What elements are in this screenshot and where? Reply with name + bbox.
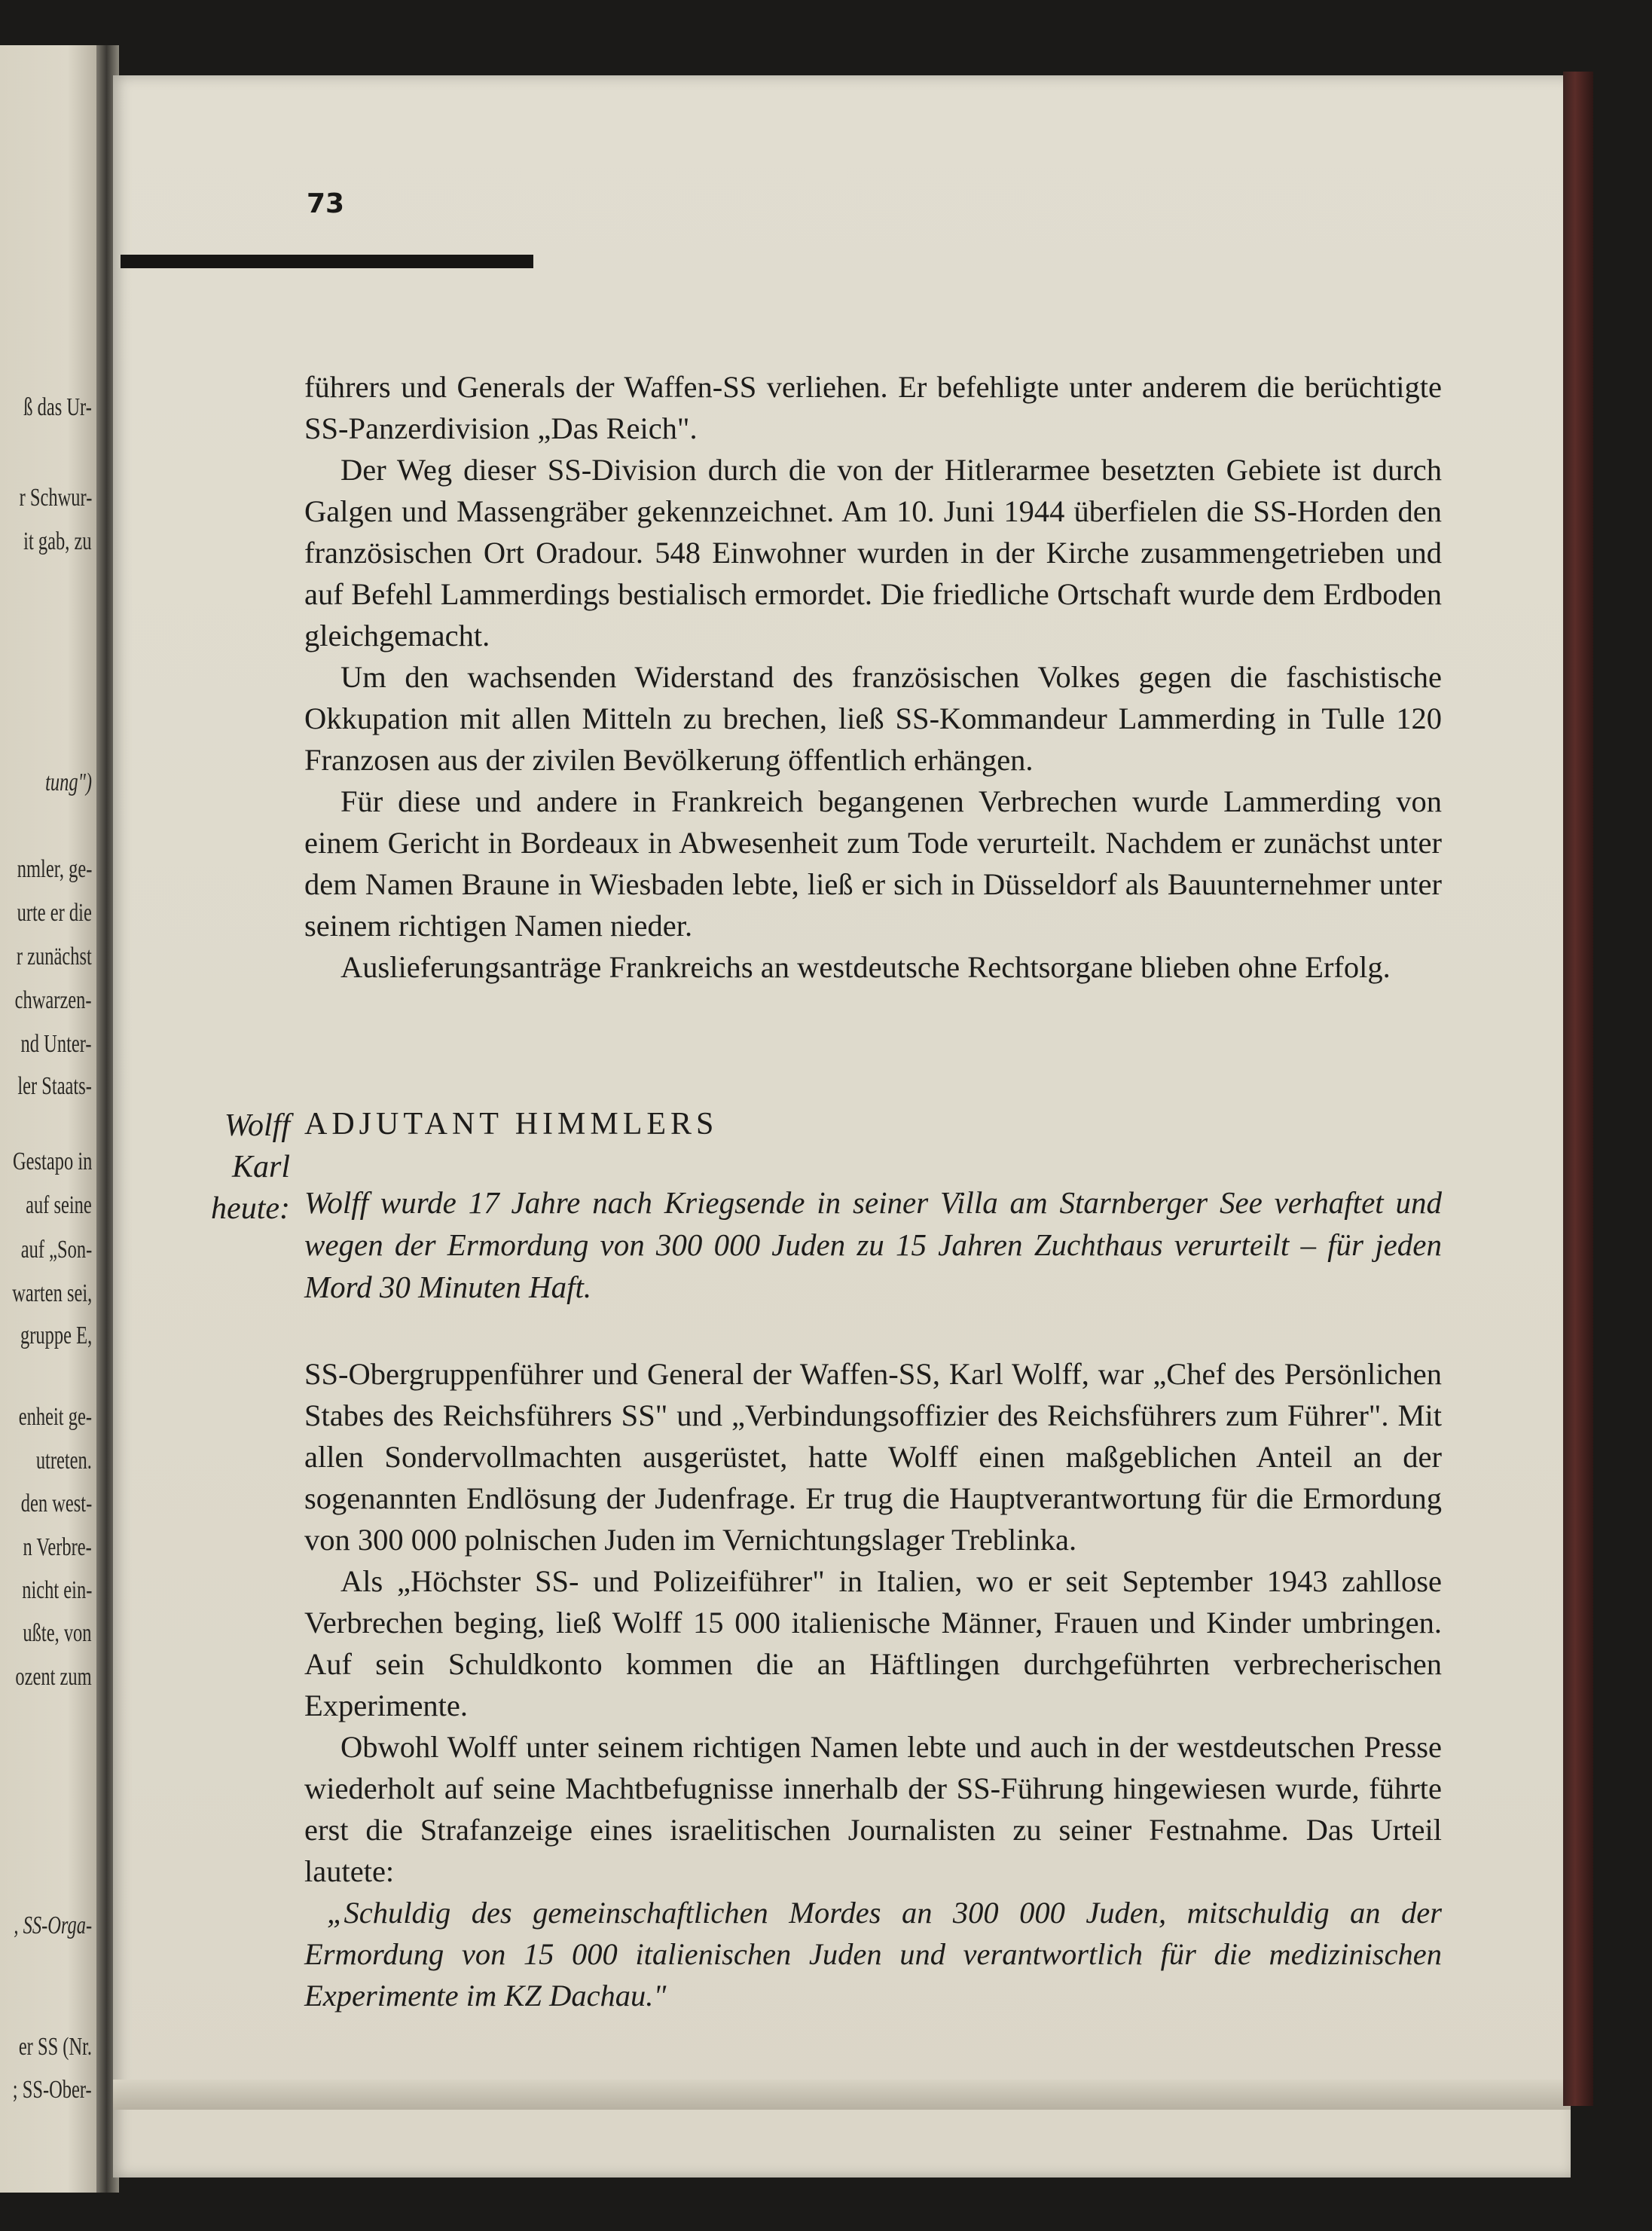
left-fragment: auf „Son- (20, 1236, 92, 1264)
left-fragment: , SS-Orga- (14, 1912, 92, 1939)
left-fragment: utreten. (35, 1447, 92, 1475)
section-heading: ADJUTANT HIMMLERS (304, 1107, 719, 1141)
left-fragment: it gab, zu (23, 527, 92, 555)
paragraph: Obwohl Wolff unter seinem richtigen Namen lebte und auch in der westdeutschen Presse wiederholt auf seine Machtbefugnisse innerhalb der SS-Führung hingewiesen wurde, führte erst die Strafanzeige eines israelitischen Journalisten zu seiner Festnahme. Das Urteil lautete: (304, 1730, 1442, 1888)
paragraph: Als „Höchster SS- und Polizeiführer" in Italien, wo er seit September 1943 zahllose Verbrechen beging, ließ Wolff 15 000 italienische Männer, Frauen und Kinder umbringen. Auf sein Schuldkonto kommen die an Häftlingen durchgeführten verbrecherischen Experimente. (304, 1564, 1442, 1722)
top-text-block (304, 366, 1442, 988)
left-fragment: ler Staats- (17, 1072, 92, 1100)
paragraph: Um den wachsenden Widerstand des französischen Volkes gegen die faschistische Okkupation mit allen Mitteln zu brechen, ließ SS-Kommandeur Lammerding in Tulle 120 Franzosen aus der zivilen Bevölkerung öffentlich erhängen. (304, 660, 1442, 777)
paragraph: SS-Obergruppenführer und General der Waffen-SS, Karl Wolff, war „Chef des Persönlichen Stabes des Reichsführers SS" und „Verbindungsoffizier des Reichsführers zum Führer". Mit allen Sondervollmachten ausgerüstet, hatte Wolff einen maßgeblichen Anteil an der sogenannten Endlösung der Judenfrage. Er trug die Hauptverantwortung für die Ermordung von 300 000 polnischen Juden im Vernichtungslager Treblinka. (304, 1357, 1442, 1557)
left-fragment: Gestapo in (12, 1148, 92, 1175)
left-fragment: ß das Ur- (23, 393, 92, 421)
book-cover-edge (1563, 72, 1593, 2106)
left-fragment: urte er die (17, 899, 92, 927)
left-fragment: enheit ge- (18, 1403, 92, 1431)
left-fragment: nicht ein- (21, 1576, 92, 1604)
left-fragment: den west- (20, 1490, 92, 1517)
left-facing-page (0, 45, 96, 2193)
left-fragment: tung") (45, 769, 92, 796)
left-fragment: r Schwur- (19, 484, 92, 512)
paragraph: Auslieferungsanträge Frankreichs an westdeutsche Rechtsorgane blieben ohne Erfolg. (340, 950, 1391, 984)
left-fragment: auf seine (26, 1191, 92, 1219)
margin-label-firstname: Karl (231, 1150, 290, 1184)
paragraph: Der Weg dieser SS-Division durch die von der Hitlerarmee besetzten Gebiete ist durch Galgen und Massengräber gekennzeichnet. Am 10. Juni 1944 überfielen die SS-Horden den französischen Ort Oradour. 548 Einwohner wurden in der Kirche zusammengetrieben und auf Befehl Lammerdings bestialisch ermordet. Die friedliche Ortschaft wurde dem Erdboden gleichgemacht. (304, 453, 1442, 652)
left-fragment: gruppe E, (20, 1322, 92, 1349)
left-fragment: chwarzen- (15, 986, 92, 1014)
left-fragment: nd Unter- (20, 1030, 92, 1058)
page-edges (113, 2080, 1571, 2110)
margin-label-today: heute: (211, 1191, 290, 1226)
left-fragment: ußte, von (23, 1619, 92, 1647)
left-fragment: nmler, ge- (17, 855, 92, 883)
left-fragment: r zunächst (17, 943, 92, 970)
left-fragment: ozent zum (15, 1663, 92, 1691)
bottom-text-block (304, 1353, 1442, 2016)
left-fragment: n Verbre- (23, 1533, 92, 1561)
header-rule (121, 255, 533, 268)
left-fragment: ; SS-Ober- (13, 2076, 92, 2104)
paragraph: führers und Generals der Waffen-SS verliehen. Er befehligte unter anderem die berüchtigte SS-Panzerdivision „Das Reich". (304, 370, 1442, 445)
verdict-quote: „Schuldig des gemeinschaftlichen Mordes an 300 000 Juden, mitschuldig an der Ermordung von 15 000 italienischen Juden und verantwortlich für die medizinischen Experimente im KZ Dachau." (304, 1896, 1442, 2012)
page-number: 73 (307, 188, 345, 219)
left-fragment: warten sei, (11, 1279, 92, 1307)
margin-label-surname: Wolff (224, 1108, 290, 1143)
paragraph: Für diese und andere in Frankreich begangenen Verbrechen wurde Lammerding von einem Gericht in Bordeaux in Abwesenheit zum Tode verurteilt. Nachdem er zunächst unter dem Namen Braune in Wiesbaden lebte, ließ er sich in Düsseldorf als Bauunternehmer unter seinem richtigen Namen nieder. (304, 784, 1442, 943)
left-fragment: er SS (Nr. (18, 2033, 92, 2061)
lead-paragraph: Wolff wurde 17 Jahre nach Kriegsende in seiner Villa am Starnberger See verhaftet und wegen der Ermordung von 300 000 Juden zu 15 Jahren Zuchthaus verurteilt – für jeden Mord 30 Minuten Haft. (304, 1185, 1442, 1304)
